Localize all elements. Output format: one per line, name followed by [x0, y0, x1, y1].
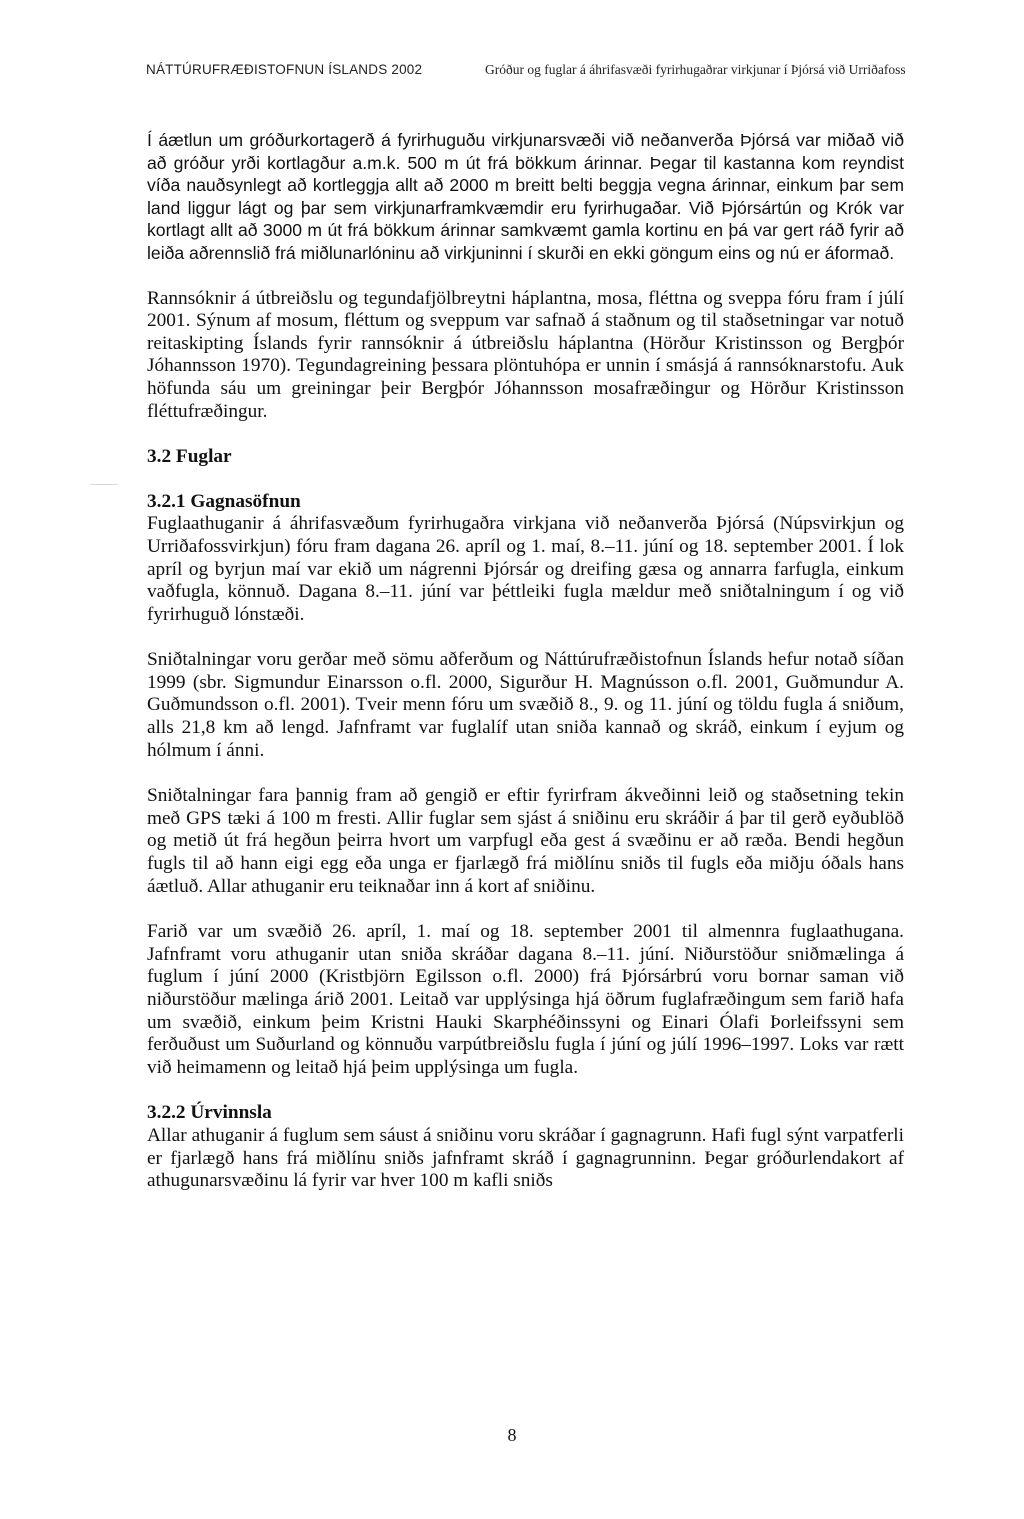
- subsection-heading-data-collection: 3.2.1 Gagnasöfnun: [147, 490, 301, 512]
- header-report-title: Gróður og fuglar á áhrifasvæði fyrirhugaðrar virkjunar í Þjórsá við Urriðafoss: [485, 62, 906, 77]
- paragraph-transect-counts: Sniðtalningar voru gerðar með sömu aðferðum og Náttúrufræðistofnun Íslands hefur notað síðan 1999 (sbr. Sigmundur Einarsson o.fl. 2000, Sigurður H. Magnússon o.fl. 2001, Guðmundur A. Guðmundsson o.fl. 2001). Tveir menn fóru um svæðið 8., 9. og 11. júní og töldu fugla á sniðum, alls 21,8 km að lengd. Jafnframt var fuglalíf utan sniða kannað og skráð, einkum í eyjum og hólmum í ánni.: [147, 649, 904, 761]
- paragraph-database: Allar athuganir á fuglum sem sáust á sniðinu voru skráðar í gagnagrunn. Hafi fugl sýnt varpatferli er fjarlægð hans frá miðlínu sniðs jafnframt skráð í gagnagrunninn. Þegar gróðurlendakort af athugunarsvæðinu lá fyrir var hver 100 m kafli sniðs: [147, 1124, 904, 1192]
- body-text: [147, 129, 904, 1216]
- margin-mark: [90, 484, 118, 485]
- paragraph-bird-observations: Fuglaathuganir á áhrifasvæðum fyrirhugaðra virkjana við neðanverða Þjórsá (Núpsvirkjun og Urriðafossvirkjun) fóru fram dagana 26. apríl og 1. maí, 8.–11. júní og 18. september 2001. Í lok apríl og byrjun maí var ekið um nágrenni Þjórsár og dreifing gæsa og annarra farfugla, einkum vaðfugla, könnuð. Dagana 8.–11. júní var þéttleiki fugla mældur með sniðtalningum í og við fyrirhuguð lónstæði.: [147, 513, 904, 625]
- paragraph-plant-research: Rannsóknir á útbreiðslu og tegundafjölbreytni háplantna, mosa, fléttna og sveppa fóru fram í júlí 2001. Sýnum af mosum, fléttum og sveppum var safnað á staðnum og til staðsetningar var notuð reitaskipting Íslands fyrir rannsóknir á útbreiðslu háplantna (Hörður Kristinsson og Bergþór Jóhannsson 1970). Tegundagreining þessara plöntuhópa er unnin í smásjá á rannsóknarstofu. Auk höfunda sáu um greiningar þeir Bergþór Jóhannsson mosafræðingur og Hörður Kristinsson fléttufræðingur.: [147, 287, 904, 422]
- paragraph-vegetation-mapping: Í áætlun um gróðurkortagerð á fyrirhuguðu virkjunarsvæði við neðanverða Þjórsá var miðað við að gróður yrði kortlagður a.m.k. 500 m út frá bökkum árinnar. Þegar til kastanna kom reyndist víða nauðsynlegt að kortleggja allt að 2000 m breitt belti beggja vegna árinnar, einkum þar sem land liggur lágt og þar sem virkjunarframkvæmdir eru fyrirhugaðar. Við Þjórsártún og Krók var kortlagt allt að 3000 m út frá bökkum árinnar samkvæmt gamla kortinu en þá var gert ráð fyrir að leiða aðrennslið frá miðlunarlóninu að virkjuninni í skurði en ekki göngum eins og nú er áformað.: [147, 130, 904, 263]
- subsection-heading-processing: 3.2.2 Úrvinnsla: [147, 1102, 272, 1124]
- section-heading-birds: 3.2 Fuglar: [147, 446, 232, 468]
- paragraph-general-observations: Farið var um svæðið 26. apríl, 1. maí og 18. september 2001 til almennra fuglaathugana. Jafnframt voru athuganir utan sniða skráðar dagana 8.–11. júní. Niðurstöður sniðmælinga á fuglum í júní 2000 (Kristbjörn Egilsson o.fl. 2000) frá Þjórsárbrú voru bornar saman við niðurstöður mælinga árið 2001. Leitað var upplýsinga hjá öðrum fuglafræðingum sem farið hafa um svæðið, einkum þeim Kristni Hauki Skarphéðinssyni og Einari Ólafi Þorleifssyni sem ferðuðust um Suðurland og könnuðu varpútbreiðslu fugla í júní og júlí 1996–1997. Loks var rætt við heimamenn og leitað hjá þeim upplýsinga um fugla.: [147, 921, 904, 1078]
- paragraph-transect-method: Sniðtalningar fara þannig fram að gengið er eftir fyrirfram ákveðinni leið og staðsetning tekin með GPS tæki á 100 m fresti. Allir fuglar sem sjást á sniðinu eru skráðir á þar til gerð eyðublöð og metið út frá hegðun þeirra hvort um varpfugl eða gest á svæðinu er að ræða. Bendi hegðun fugls til að hann eigi egg eða unga er fjarlægð frá miðlínu sniðs til fugls eða miðju óðals hans áætluð. Allar athuganir eru teiknaðar inn á kort af sniðinu.: [147, 785, 904, 897]
- running-header: [0, 62, 1024, 82]
- page-number: 8: [507, 1425, 517, 1445]
- header-institution: NÁTTÚRUFRÆÐISTOFNUN ÍSLANDS 2002: [146, 62, 423, 77]
